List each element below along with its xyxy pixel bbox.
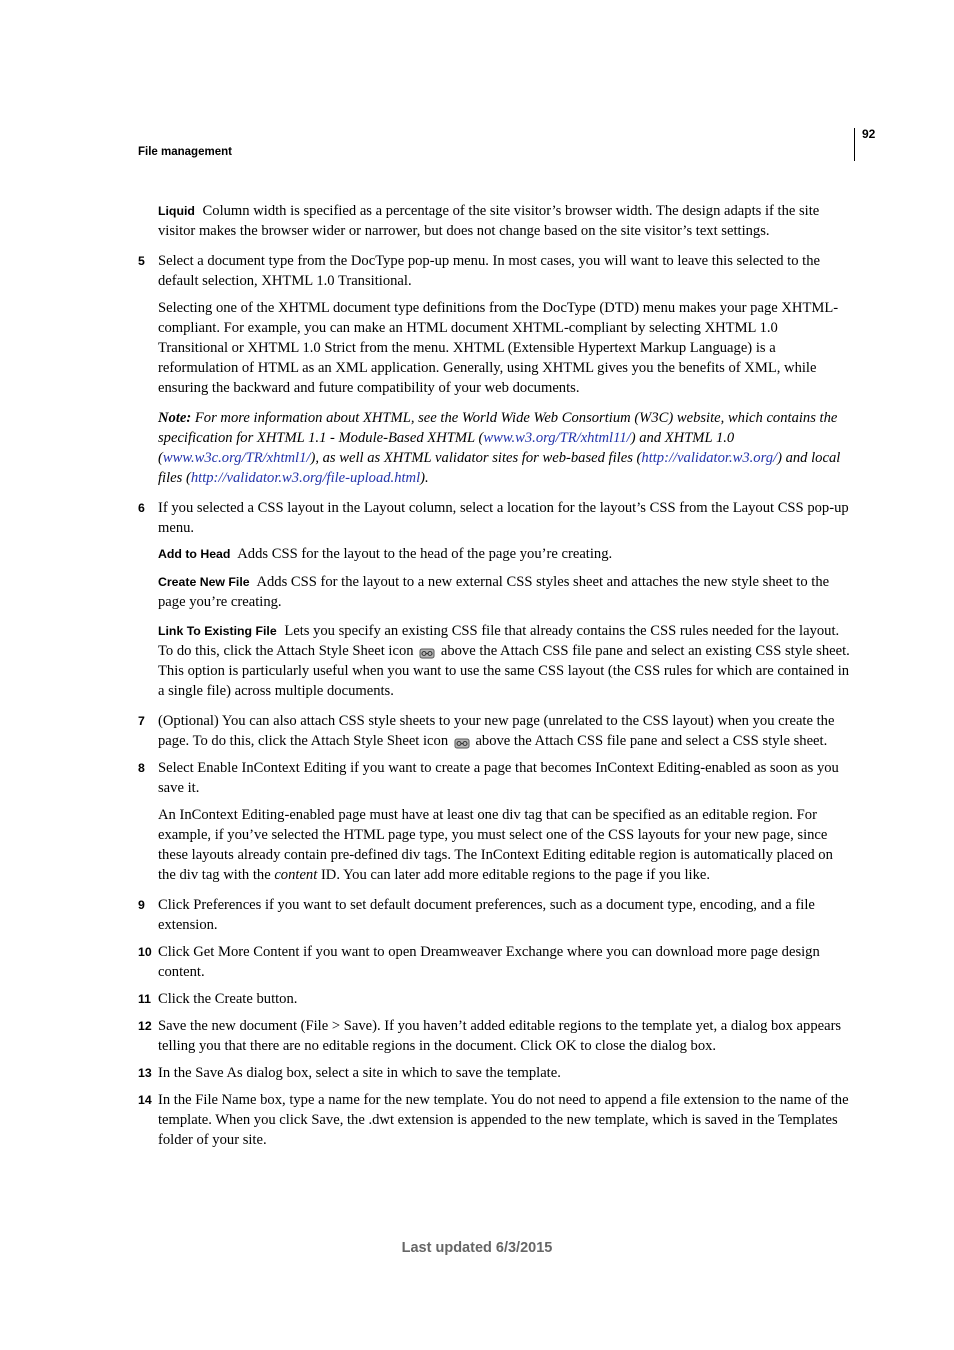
- step-number: 6: [138, 501, 145, 515]
- content-id: content: [274, 867, 318, 883]
- liquid-definition: [138, 201, 850, 241]
- create-new-file-definition: [138, 572, 850, 612]
- add-to-head-definition: [138, 544, 850, 564]
- step-number: 5: [138, 254, 145, 268]
- note-text: ) and XHTML 1.0 (: [158, 430, 735, 466]
- step-5-paragraph: Selecting one of the XHTML document type definitions from the DocType (DTD) menu makes your page XHTML-compliant. For example, you can make an HTML document XHTML-compliant by selecting XHTML 1.0 Transitional or XHTML 1.0 Strict from the menu. XHTML (Extensible Hypertext Markup Language) is a reformulation of HTML as an XML application. Generally, using XHTML gives you the benefits of XML, while ensuring the backward and future compatibility of your web documents.: [158, 300, 839, 396]
- xhtml-note: [138, 408, 850, 488]
- step-number: 13: [138, 1066, 152, 1080]
- note-text: For more information about XHTML, see the World Wide Web Consortium (W3C) website, which contains the specification for XHTML 1.1 - Module-Based XHTML (: [158, 410, 838, 446]
- step-text: Select Enable InContext Editing if you want to create a page that becomes InContext Editing-enabled as soon as you save it.: [158, 760, 839, 796]
- attach-style-sheet-icon: [454, 737, 470, 750]
- liquid-term: Liquid: [158, 204, 195, 218]
- step-7: [138, 711, 850, 751]
- note-text: ).: [420, 470, 429, 486]
- step-13: [138, 1063, 850, 1083]
- attach-style-sheet-icon: [419, 647, 435, 660]
- step-6: [138, 498, 850, 538]
- step-8: [138, 758, 850, 798]
- paragraph-text: ID. You can later add more editable regions to the page if you like.: [317, 867, 711, 883]
- step-number: 9: [138, 898, 145, 912]
- page-number: 92: [862, 127, 876, 141]
- step-text: Save the new document (File > Save). If you haven’t added editable regions to the template yet, a dialog box appears telling you that there are no editable regions in the document. Click OK to close the dialog box.: [158, 1018, 842, 1054]
- link-xhtml1[interactable]: www.w3c.org/TR/xhtml1/: [162, 450, 311, 466]
- step-number: 8: [138, 761, 145, 775]
- step-number: 11: [138, 992, 151, 1006]
- definition-text: Adds CSS for the layout to a new external CSS styles sheet and attaches the new style sheet to the page you’re creating.: [158, 574, 830, 610]
- link-file-upload[interactable]: http://validator.w3.org/file-upload.html: [190, 470, 421, 486]
- paragraph-text: An InContext Editing-enabled page must have at least one div tag that can be specified as an editable region. For example, if you’ve selected the HTML page type, you must select one of the CSS layouts for your new page, since these layouts already contain pre-defined div tags. The InContext Editing editable region is automatically placed on the div tag with the: [158, 807, 833, 883]
- step-11: [138, 989, 850, 1009]
- step-text: [158, 711, 850, 751]
- step-text-part: above the Attach CSS file pane and select a CSS style sheet.: [475, 733, 828, 749]
- add-to-head-term: Add to Head: [158, 547, 231, 561]
- liquid-text: Column width is specified as a percentage of the site visitor’s browser width. The design adapts if the site visitor makes the browser wider or narrower, but does not change based on the site visitor’s text settings.: [158, 203, 820, 239]
- step-14: [138, 1090, 850, 1150]
- definition-text: above the Attach CSS file pane and select an existing CSS style sheet. This option is particularly useful when you want to use the same CSS layout (the CSS rules for which are contained in a single file) across multiple documents.: [158, 643, 850, 699]
- link-xhtml11[interactable]: www.w3.org/TR/xhtml11/: [483, 430, 631, 446]
- last-updated-footer: Last updated 6/3/2015: [401, 1240, 553, 1256]
- link-existing-file-definition: [138, 621, 850, 701]
- step-number: 12: [138, 1019, 152, 1033]
- step-8-paragraph: [138, 805, 850, 885]
- step-number: 14: [138, 1093, 152, 1107]
- note-text: ), as well as XHTML validator sites for web-based files (: [310, 450, 642, 466]
- step-number: 7: [138, 714, 145, 728]
- step-12: [138, 1016, 850, 1056]
- step-9: [138, 895, 850, 935]
- step-text: Click the Create button.: [158, 991, 298, 1007]
- link-existing-file-term: Link To Existing File: [158, 624, 277, 638]
- step-text-part: (Optional) You can also attach CSS style sheets to your new page (unrelated to the CSS layout) when you create the page. To do this, click the Attach Style Sheet icon: [158, 713, 835, 749]
- definition-text: Lets you specify an existing CSS file that already contains the CSS rules needed for the layout. To do this, click the Attach Style Sheet icon: [158, 623, 840, 659]
- step-text: If you selected a CSS layout in the Layout column, select a location for the layout’s CSS from the Layout CSS pop-up menu.: [158, 500, 849, 536]
- step-text: Click Get More Content if you want to open Dreamweaver Exchange where you can download more page design content.: [158, 944, 820, 980]
- step-10: [138, 942, 850, 982]
- step-text: Click Preferences if you want to set default document preferences, such as a document type, encoding, and a file extension.: [158, 897, 815, 933]
- definition-text: Adds CSS for the layout to the head of the page you’re creating.: [237, 546, 613, 562]
- step-text: Select a document type from the DocType pop-up menu. In most cases, you will want to leave this selected to the default selection, XHTML 1.0 Transitional.: [158, 253, 821, 289]
- note-label: Note:: [158, 410, 192, 426]
- step-number: 10: [138, 945, 152, 959]
- section-title: File management: [138, 146, 232, 158]
- create-new-file-term: Create New File: [158, 575, 250, 589]
- page-content: [138, 200, 850, 1150]
- link-validator[interactable]: http://validator.w3.org/: [641, 450, 778, 466]
- step-text: In the File Name box, type a name for the new template. You do not need to append a file extension to the name of the template. When you click Save, the .dwt extension is appended to the new template, which is saved in the Templates folder of your site.: [158, 1092, 849, 1148]
- step-5: [138, 251, 850, 291]
- header-rule: [854, 128, 855, 161]
- note-text: ) and local files (: [158, 450, 841, 486]
- step-text: In the Save As dialog box, select a site in which to save the template.: [158, 1065, 561, 1081]
